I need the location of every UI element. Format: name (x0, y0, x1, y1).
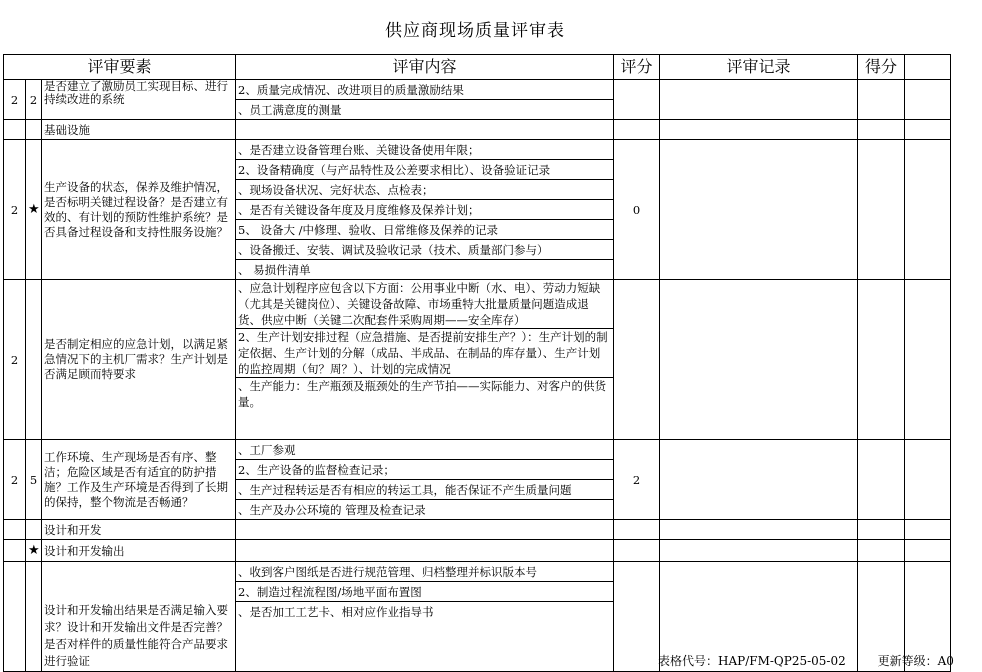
review-table (3, 54, 951, 672)
points-cell[interactable] (858, 520, 905, 540)
header-elements: 评审要素 (4, 55, 236, 80)
points-cell[interactable] (858, 280, 905, 440)
score-cell[interactable] (614, 80, 660, 120)
content-item: 、是否有关键设备年度及月度维修及保养计划； (236, 200, 613, 220)
content-item: 、生产及办公环境的 管理及检查记录 (238, 502, 426, 517)
element-cell: 设计和开发输出结果是否满足输入要求？设计和开发输出文件是否完善？是否对样件的质量性能符合产品要求进行验证 (42, 562, 236, 672)
row-subnumber: 2 (26, 80, 42, 120)
score-cell[interactable] (614, 520, 660, 540)
table-row (4, 280, 951, 440)
extra-cell (905, 520, 951, 540)
extra-cell (905, 280, 951, 440)
header-points: 得分 (858, 55, 905, 80)
extra-cell (905, 120, 951, 140)
points-cell[interactable] (858, 440, 905, 520)
form-footer (658, 652, 982, 669)
row-number: 2 (4, 440, 26, 520)
content-cell (236, 120, 614, 140)
content-item: 、现场设备状况、完好状态、点检表； (236, 180, 613, 200)
extra-cell (905, 140, 951, 280)
row-number: 2 (4, 140, 26, 280)
record-cell[interactable] (660, 140, 858, 280)
content-item: 2、制造过程流程图/场地平面布置图 (236, 582, 613, 602)
record-cell[interactable] (660, 520, 858, 540)
table-row (4, 540, 951, 562)
content-item: 、生产过程转运是否有相应的转运工具，能否保证不产生质量问题 (236, 480, 613, 500)
header-extra (905, 55, 951, 80)
record-cell[interactable] (660, 440, 858, 520)
content-cell (236, 520, 614, 540)
extra-cell (905, 440, 951, 520)
record-cell[interactable] (660, 120, 858, 140)
content-item: 5、 设备大 /中修理、验收、日常维修及保养的记录 (236, 220, 613, 240)
row-number: 2 (4, 80, 26, 120)
table-row (4, 140, 951, 280)
points-cell[interactable] (858, 80, 905, 120)
star-icon: ★ (26, 540, 42, 562)
element-cell: 是否制定相应的应急计划，以满足紧急情况下的主机厂需求？生产计划是否满足顾而特要求 (42, 280, 236, 440)
content-cell (236, 440, 614, 520)
points-cell[interactable] (858, 540, 905, 562)
extra-cell (905, 540, 951, 562)
star-icon: ★ (26, 140, 42, 280)
record-cell[interactable] (660, 540, 858, 562)
element-cell: 生产设备的状态，保养及维护情况，是否标明关键过程设备？是否建立有效的、有计划的预防性维护系统？是否具备过程设备和支持性服务设施？ (42, 140, 236, 280)
content-cell (236, 562, 614, 672)
content-item: 、收到客户图纸是否进行规范管理、归档整理并标识版本号 (236, 562, 613, 582)
content-item: 、设备搬迁、安装、调试及验收记录（技术、质量部门参与） (236, 240, 613, 260)
score-cell[interactable] (614, 540, 660, 562)
element-cell: 设计和开发输出 (42, 540, 236, 562)
element-cell: 基础设施 (42, 120, 236, 140)
content-item: 2、生产设备的监督检查记录； (236, 460, 613, 480)
element-cell: 工作环境、生产现场是否有序、整洁；危险区域是否有适宜的防护措施？工作及生产环境是否得到了长期的保持，整个物流是否畅通？ (42, 440, 236, 520)
content-cell (236, 80, 614, 120)
content-item: 、生产能力：生产瓶颈及瓶颈处的生产节拍——实际能力、对客户的供货量。 (238, 379, 606, 409)
element-cell: 是否建立了激励员工实现目标、进行持续改进的系统 (42, 80, 236, 120)
content-item: 、是否建立设备管理台账、关键设备使用年限； (236, 140, 613, 160)
content-cell (236, 540, 614, 562)
table-row (4, 440, 951, 520)
score-cell[interactable] (614, 562, 660, 672)
form-title: 供应商现场质量评审表 (385, 21, 565, 41)
header-content: 评审内容 (236, 55, 614, 80)
points-cell[interactable] (858, 120, 905, 140)
score-cell[interactable] (614, 280, 660, 440)
content-item: 2、生产计划安排过程（应急措施、是否提前安排生产？）：生产计划的制定依据、生产计划的分解（成品、半成品、在制品的库存量）、生产计划的监控周期（旬？周？）、计划的完成情况 (236, 329, 613, 378)
element-cell: 设计和开发 (42, 520, 236, 540)
content-item: 、员工满意度的测量 (238, 102, 342, 117)
points-cell[interactable] (858, 140, 905, 280)
content-item: 、应急计划程序应包含以下方面：公用事业中断（水、电）、劳动力短缺（尤其是关键岗位）、关键设备故障、市场重特大批量质量问题造成退货、供应中断（关键二次配套件采购周期——安全库存） (236, 280, 613, 329)
header-score: 评分 (614, 55, 660, 80)
extra-cell (905, 80, 951, 120)
content-item: 2、设备精确度（与产品特性及公差要求相比）、设备验证记录 (236, 160, 613, 180)
content-item: 、是否加工工艺卡、相对应作业指导书 (238, 604, 434, 619)
content-item: 、 易损件清单 (238, 262, 311, 277)
score-cell[interactable]: 0 (614, 140, 660, 280)
content-cell (236, 140, 614, 280)
score-cell[interactable] (614, 120, 660, 140)
score-cell[interactable]: 2 (614, 440, 660, 520)
update-level: 更新等级：A0 (877, 654, 954, 668)
table-row (4, 520, 951, 540)
content-item: 、工厂参观 (236, 440, 613, 460)
header-row (4, 55, 951, 80)
table-row (4, 120, 951, 140)
record-cell[interactable] (660, 280, 858, 440)
row-number: 2 (4, 280, 26, 440)
header-record: 评审记录 (660, 55, 858, 80)
row-subnumber: 5 (26, 440, 42, 520)
form-code: 表格代号：HAP/FM-QP25-05-02 (658, 654, 846, 668)
record-cell[interactable] (660, 80, 858, 120)
content-item: 2、质量完成情况、改进项目的质量激励结果 (236, 80, 613, 100)
content-cell (236, 280, 614, 440)
table-row (4, 80, 951, 120)
